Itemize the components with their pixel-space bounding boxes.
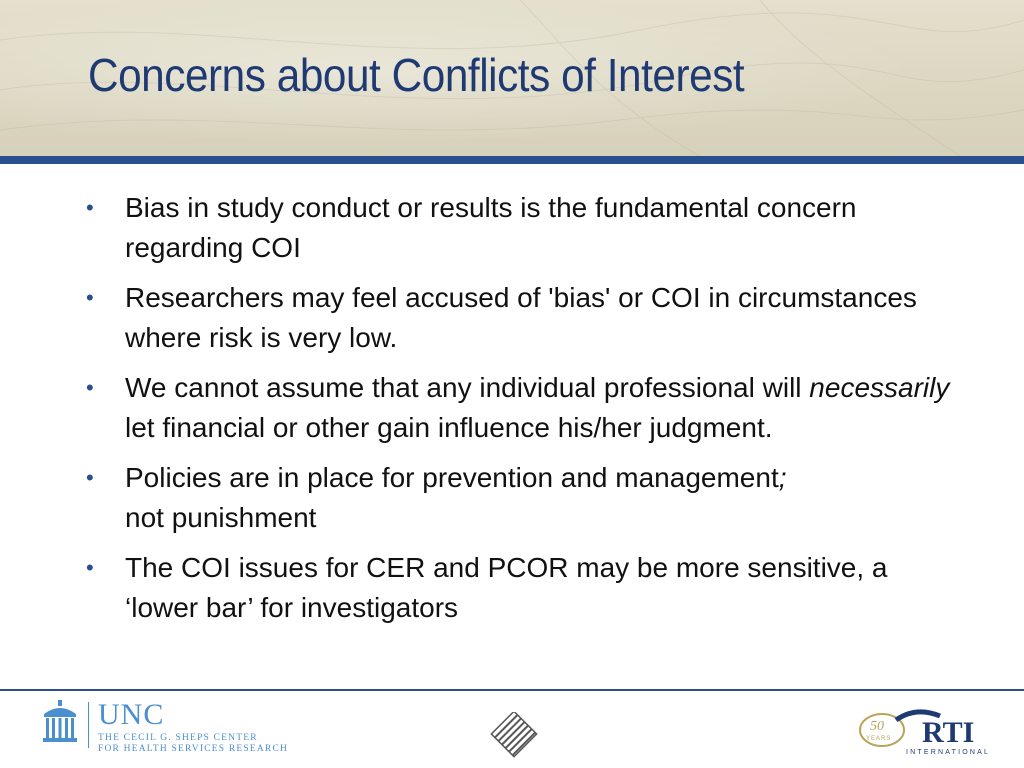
bullet-item — [84, 368, 964, 448]
bullet-emphasis: ; — [778, 462, 787, 493]
bullet-text: Researchers may feel accused of 'bias' or COI in circumstances where risk is very low. — [125, 282, 917, 353]
rti-years-number: 50 — [870, 719, 884, 734]
old-well-icon — [40, 700, 80, 748]
bullet-item — [84, 278, 964, 358]
bullet-text: The COI issues for CER and PCOR may be more sensitive, a ‘lower bar’ for investigators — [125, 552, 888, 623]
header-band — [0, 0, 1024, 156]
bullet-text: Bias in study conduct or results is the fundamental concern regarding COI — [125, 192, 857, 263]
bullet-icon: • — [86, 195, 94, 220]
unc-wordmark: UNC — [98, 698, 165, 731]
bullet-item — [84, 548, 964, 628]
bullet-text-cont: let financial or other gain influence his/her judgment. — [125, 412, 773, 443]
bullet-item — [84, 458, 964, 538]
bullet-icon: • — [86, 375, 94, 400]
slide-content — [84, 188, 964, 638]
unc-divider — [88, 702, 89, 748]
bullet-icon: • — [86, 555, 94, 580]
rti-international-logo — [856, 700, 1006, 758]
rti-years-label: YEARS — [866, 736, 892, 742]
striped-diamond-logo — [478, 712, 550, 758]
bullet-emphasis: necessarily — [809, 372, 950, 403]
unc-subtitle-line2: FOR HEALTH SERVICES RESEARCH — [98, 744, 289, 754]
bullet-text: We cannot assume that any individual professional will — [125, 372, 810, 403]
rti-subtitle: INTERNATIONAL — [906, 749, 991, 756]
rti-wordmark: RTI — [922, 716, 975, 749]
bullet-text-cont: not punishment — [125, 502, 317, 533]
slide-title: Concerns about Conflicts of Interest — [88, 49, 745, 101]
unc-subtitle — [98, 733, 288, 755]
bullet-icon: • — [86, 465, 94, 490]
bullet-list — [84, 188, 964, 628]
bullet-icon: • — [86, 285, 94, 310]
bullet-item — [84, 188, 964, 268]
footer-rule — [0, 689, 1024, 691]
unc-subtitle-line1: THE CECIL G. SHEPS CENTER — [98, 733, 258, 743]
bullet-text: Policies are in place for prevention and management — [125, 462, 779, 493]
header-rule — [0, 156, 1024, 164]
